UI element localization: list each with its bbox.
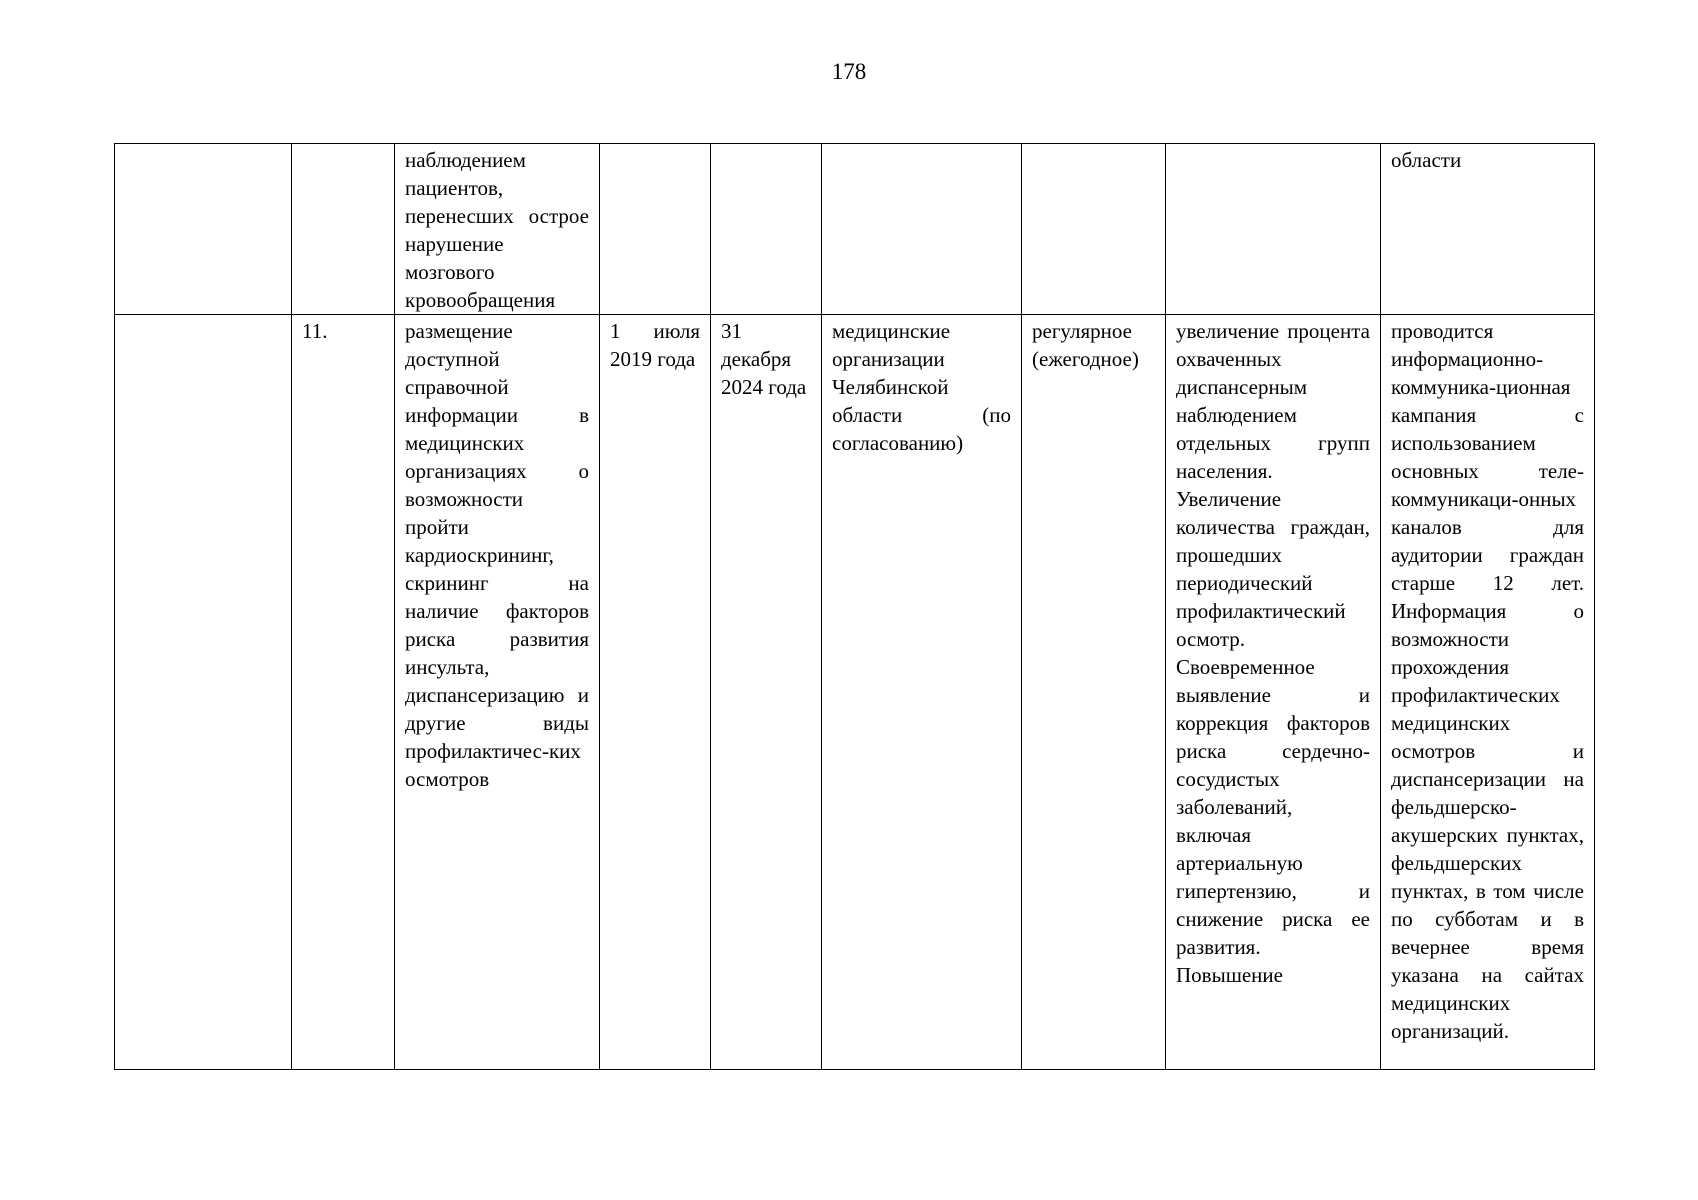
cell-empty-6: [822, 144, 1022, 315]
periodicity-text: регулярное (ежегодное): [1032, 319, 1139, 371]
cell-empty-8: [1166, 144, 1381, 315]
cell-empty-4: [600, 144, 711, 315]
table-row-11: [115, 315, 1595, 1070]
measure-continuation-text: наблюдением пациентов, перенесших острое нарушение мозгового кровообращения: [405, 148, 589, 312]
cell-empty-7: [1022, 144, 1166, 315]
cell-periodicity: [1022, 315, 1166, 1070]
cell-end-date: [711, 315, 822, 1070]
page-number: 178: [831, 59, 867, 84]
cell-note: [1381, 315, 1595, 1070]
result-text: увеличение процента охваченных диспансерным наблюдением отдельных групп населения. Увеличение количества граждан, прошедших периодический профилактический осмотр. Своевременное выявление и коррекция факторов риска сердечно-сосудистых заболеваний, включая артериальную гипертензию, и снижение риска ее развития. Повышение: [1176, 319, 1370, 987]
cell-start-date: [600, 315, 711, 1070]
cell-empty-row11: [115, 315, 292, 1070]
cell-empty-2: [292, 144, 395, 315]
cell-measure: [395, 315, 600, 1070]
row-number-text: 11.: [302, 319, 328, 343]
cell-measure-continuation: [395, 144, 600, 315]
measure-text: размещение доступной справочной информации в медицинских организациях о возможности пройти кардиоскрининг, скрининг на наличие факторов риска развития инсульта, диспансеризацию и другие виды профилактичес-ких осмотров: [405, 319, 589, 791]
cell-row-number: [292, 315, 395, 1070]
end-date-text: 31 декабря 2024 года: [721, 319, 807, 399]
note-continuation-text: области: [1391, 148, 1462, 172]
cell-empty-1: [115, 144, 292, 315]
note-text: проводится информационно-коммуника-ционная кампания с использованием основных теле-коммуникаци-онных каналов для аудитории граждан старше 12 лет. Информация о возможности прохождения профилактических медицинских осмотров и диспансеризации на фельдшерско-акушерских пунктах, фельдшерских пунктах, в том числе по субботам и в вечернее время указана на сайтах медицинских организаций.: [1391, 319, 1584, 1043]
executor-text: медицинские организации Челябинской области (по согласованию): [832, 319, 1011, 455]
cell-result: [1166, 315, 1381, 1070]
document-table: [114, 143, 1595, 1070]
cell-empty-5: [711, 144, 822, 315]
start-date-text: 1 июля 2019 года: [610, 319, 700, 371]
cell-executor: [822, 315, 1022, 1070]
table-row-continuation: [115, 144, 1595, 315]
cell-note-continuation: [1381, 144, 1595, 315]
